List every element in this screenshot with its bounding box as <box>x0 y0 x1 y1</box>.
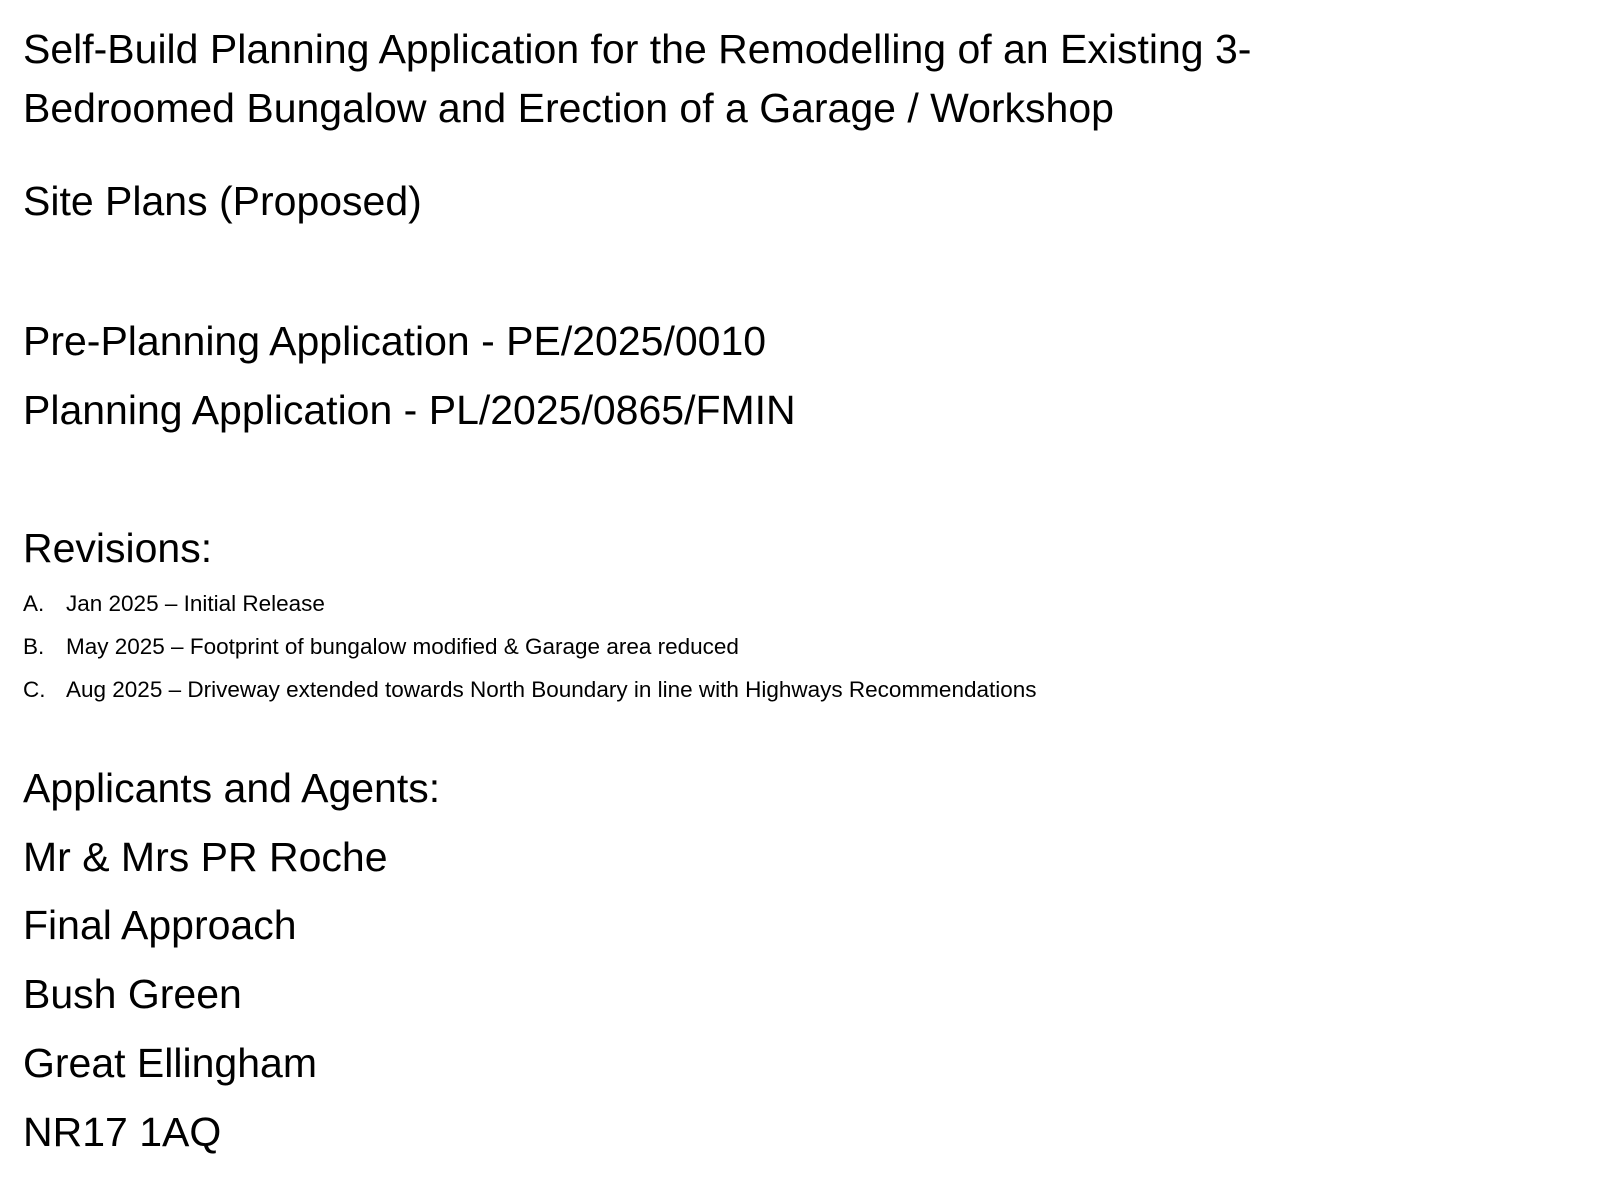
address-line: Bush Green <box>23 971 242 1017</box>
revision-marker: B. <box>23 634 45 659</box>
address-line: Final Approach <box>23 902 297 948</box>
revision-item <box>23 676 1037 719</box>
postcode: NR17 1AQ <box>23 1109 222 1155</box>
applicants-heading: Applicants and Agents: <box>23 765 441 811</box>
applicant-name: Mr & Mrs PR Roche <box>23 834 388 880</box>
planning-reference: Planning Application - PL/2025/0865/FMIN <box>23 387 796 433</box>
document-subtitle: Site Plans (Proposed) <box>23 178 422 224</box>
document-title: Self-Build Planning Application for the Remodelling of an Existing 3-Bedroomed Bungalow and Erection of a Garage / Workshop <box>23 26 1252 131</box>
pre-planning-reference: Pre-Planning Application - PE/2025/0010 <box>23 318 767 364</box>
revisions-list <box>23 590 1037 719</box>
revision-marker: C. <box>23 677 46 702</box>
address-line: Great Ellingham <box>23 1040 317 1086</box>
revisions-heading: Revisions: <box>23 525 213 571</box>
revision-marker: A. <box>23 591 45 616</box>
revision-text: Jan 2025 – Initial Release <box>66 591 325 616</box>
revision-item <box>23 633 1037 676</box>
revision-text: May 2025 – Footprint of bungalow modified & Garage area reduced <box>66 634 739 659</box>
revision-item <box>23 590 1037 633</box>
revision-text: Aug 2025 – Driveway extended towards North Boundary in line with Highways Recommendations <box>66 677 1037 702</box>
